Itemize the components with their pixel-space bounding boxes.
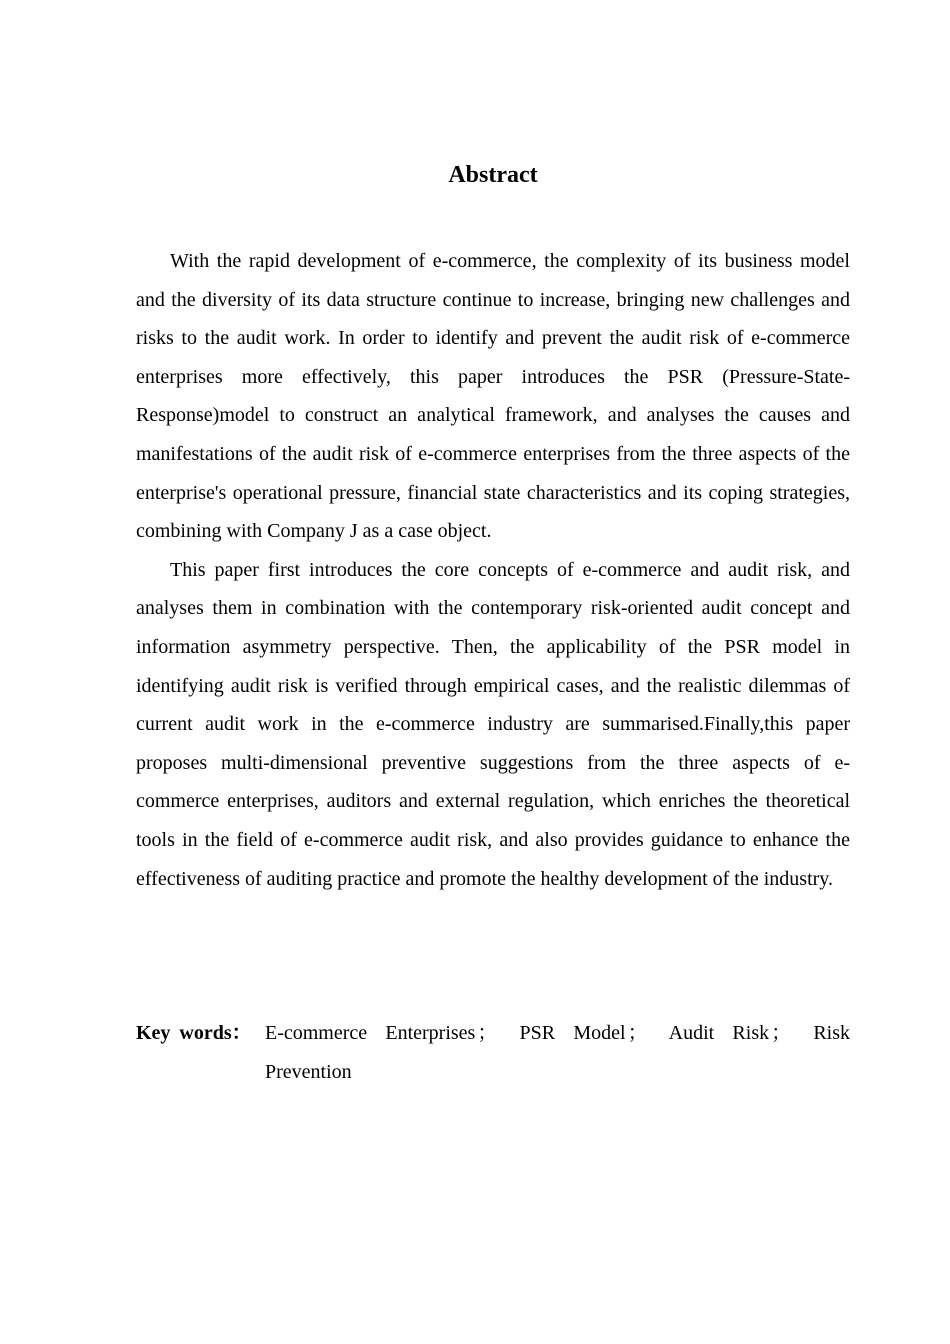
keyword-item: Risk Prevention bbox=[265, 1022, 850, 1083]
keyword-separator: ； bbox=[477, 1022, 498, 1044]
abstract-body bbox=[136, 242, 850, 898]
keywords-section bbox=[136, 1014, 850, 1091]
keyword-separator: ； bbox=[771, 1022, 792, 1044]
keywords-label: Key words： bbox=[136, 1022, 252, 1044]
keyword-item: E-commerce Enterprises bbox=[265, 1022, 476, 1044]
abstract-paragraph-1: With the rapid development of e-commerce, the complexity of its business model and the diversity of its data structure continue to increase, bringing new challenges and risks to the audit work. In order to identify and prevent the audit risk of e-commerce enterprises more effectively, this paper introduces the PSR (Pressure-State-Response)model to construct an analytical framework, and analyses the causes and manifestations of the audit risk of e-commerce enterprises from the three aspects of the enterprise's operational pressure, financial state characteristics and its coping strategies, combining with Company J as a case object. bbox=[136, 250, 850, 543]
keyword-item: PSR Model bbox=[519, 1022, 626, 1044]
keyword-separator: ； bbox=[627, 1022, 648, 1044]
abstract-paragraph-2: This paper first introduces the core concepts of e-commerce and audit risk, and analyses them in combination with the contemporary risk-oriented audit concept and information asymmetry perspective. Then, the applicability of the PSR model in identifying audit risk is verified through empirical cases, and the realistic dilemmas of current audit work in the e-commerce industry are summarised.Finally,this paper proposes multi-dimensional preventive suggestions from the three aspects of e-commerce enterprises, auditors and external regulation, which enriches the theoretical tools in the field of e-commerce audit risk, and also provides guidance to enhance the effectiveness of auditing practice and promote the healthy development of the industry. bbox=[136, 558, 850, 890]
keywords-list bbox=[265, 1014, 850, 1091]
abstract-heading: Abstract bbox=[448, 162, 538, 188]
keyword-item: Audit Risk bbox=[668, 1022, 770, 1044]
